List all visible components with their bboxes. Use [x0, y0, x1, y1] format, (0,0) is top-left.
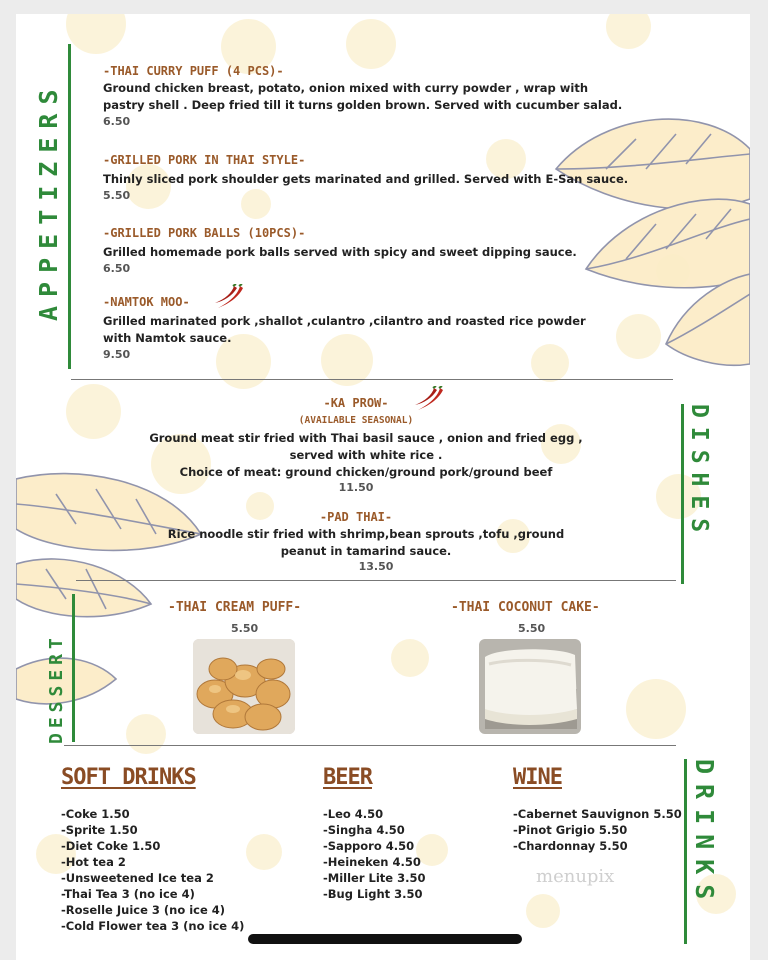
desc-line: Grilled marinated pork ,shallot ,culantro ,cilantro and roasted rice powder: [103, 314, 586, 328]
item-price-ka-prow: 11.50: [338, 481, 374, 494]
item-name-curry-puff: -THAI CURRY PUFF (4 PCS)-: [103, 64, 284, 78]
list-item: -Miller Lite 3.50: [323, 871, 426, 885]
dishes-title: DISHES: [686, 404, 712, 542]
coconut-cake-photo: [479, 639, 581, 734]
item-name-grilled-pork: -GRILLED PORK IN THAI STYLE-: [103, 153, 306, 167]
item-note-seasonal: (AVAILABLE SEASONAL): [298, 415, 414, 426]
wine-heading: WINE: [513, 765, 562, 790]
item-price-coconut-cake: 5.50: [518, 622, 546, 635]
desc-line: Ground chicken breast, potato, onion mixed with curry powder , wrap with: [103, 81, 589, 95]
divider: [76, 580, 676, 581]
item-price-namtok-moo: 9.50: [103, 348, 131, 361]
list-item: -Chardonnay 5.50: [513, 839, 628, 853]
item-name-ka-prow: -KA PROW-: [323, 396, 389, 410]
list-item: -Diet Coke 1.50: [61, 839, 161, 853]
desc-line: Thinly sliced pork shoulder gets marinated and grilled. Served with E-San sauce.: [103, 172, 629, 186]
item-desc-grilled-pork: [103, 171, 628, 188]
item-name-cream-puff: -THAI CREAM PUFF-: [168, 600, 302, 615]
divider: [64, 745, 676, 746]
list-item: -Singha 4.50: [323, 823, 405, 837]
item-price-pad-thai: 13.50: [358, 560, 394, 573]
list-item: -Heineken 4.50: [323, 855, 421, 869]
dessert-bar: [72, 594, 75, 742]
list-item: -Sprite 1.50: [61, 823, 138, 837]
menu-page: [16, 14, 750, 960]
item-desc-pork-balls: [103, 244, 577, 261]
wine-list: [513, 806, 682, 854]
appetizers-bar: [68, 44, 71, 369]
divider: [71, 379, 673, 380]
drinks-bar: [684, 759, 687, 944]
list-item: -Leo 4.50: [323, 807, 384, 821]
item-name-pork-balls: -GRILLED PORK BALLS (10PCS)-: [103, 226, 306, 240]
list-item: -Cold Flower tea 3 (no ice 4): [61, 919, 245, 933]
cream-puff-photo: [193, 639, 295, 734]
list-item: -Cabernet Sauvignon 5.50: [513, 807, 682, 821]
soft-drinks-heading: SOFT DRINKS: [61, 765, 196, 790]
list-item: -Bug Light 3.50: [323, 887, 423, 901]
desc-line: Rice noodle stir fried with shrimp,bean sprouts ,tofu ,ground: [167, 527, 565, 541]
item-desc-ka-prow: [106, 430, 626, 481]
desc-line: pastry shell . Deep fried till it turns golden brown. Served with cucumber salad.: [103, 98, 623, 112]
item-desc-namtok-moo: [103, 313, 586, 347]
appetizers-title: APPETIZERS: [34, 80, 63, 322]
beer-heading: BEER: [323, 765, 372, 790]
list-item: -Coke 1.50: [61, 807, 130, 821]
item-name-coconut-cake: -THAI COCONUT CAKE-: [451, 600, 600, 615]
item-desc-curry-puff: [103, 80, 622, 114]
dishes-bar: [681, 404, 684, 584]
desc-line: Choice of meat: ground chicken/ground pork/ground beef: [179, 465, 553, 479]
list-item: -Thai Tea 3 (no ice 4): [61, 887, 195, 901]
desc-line: Grilled homemade pork balls served with spicy and sweet dipping sauce.: [103, 245, 577, 259]
desc-line: served with white rice .: [289, 448, 443, 462]
desc-line: peanut in tamarind sauce.: [280, 544, 452, 558]
list-item: -Sapporo 4.50: [323, 839, 415, 853]
item-price-pork-balls: 6.50: [103, 262, 131, 275]
item-price-grilled-pork: 5.50: [103, 189, 131, 202]
item-price-curry-puff: 6.50: [103, 115, 131, 128]
list-item: -Roselle Juice 3 (no ice 4): [61, 903, 226, 917]
item-name-pad-thai: -PAD THAI-: [319, 510, 393, 524]
drinks-title: DRINKS: [690, 759, 719, 910]
chili-icon: [412, 386, 446, 412]
desc-line: with Namtok sauce.: [103, 331, 232, 345]
dessert-title: DESSERT: [46, 633, 67, 744]
desc-line: Ground meat stir fried with Thai basil sauce , onion and fried egg ,: [149, 431, 583, 445]
item-desc-pad-thai: [106, 526, 626, 560]
chili-icon: [212, 284, 246, 310]
list-item: -Unsweetened Ice tea 2: [61, 871, 214, 885]
item-price-cream-puff: 5.50: [231, 622, 259, 635]
item-name-namtok-moo: -NAMTOK MOO-: [103, 295, 190, 309]
watermark: menupix: [536, 866, 615, 887]
soft-drinks-list: [61, 806, 244, 934]
list-item: -Pinot Grigio 5.50: [513, 823, 628, 837]
home-indicator-bar[interactable]: [248, 934, 522, 944]
beer-list: [323, 806, 425, 902]
list-item: -Hot tea 2: [61, 855, 126, 869]
